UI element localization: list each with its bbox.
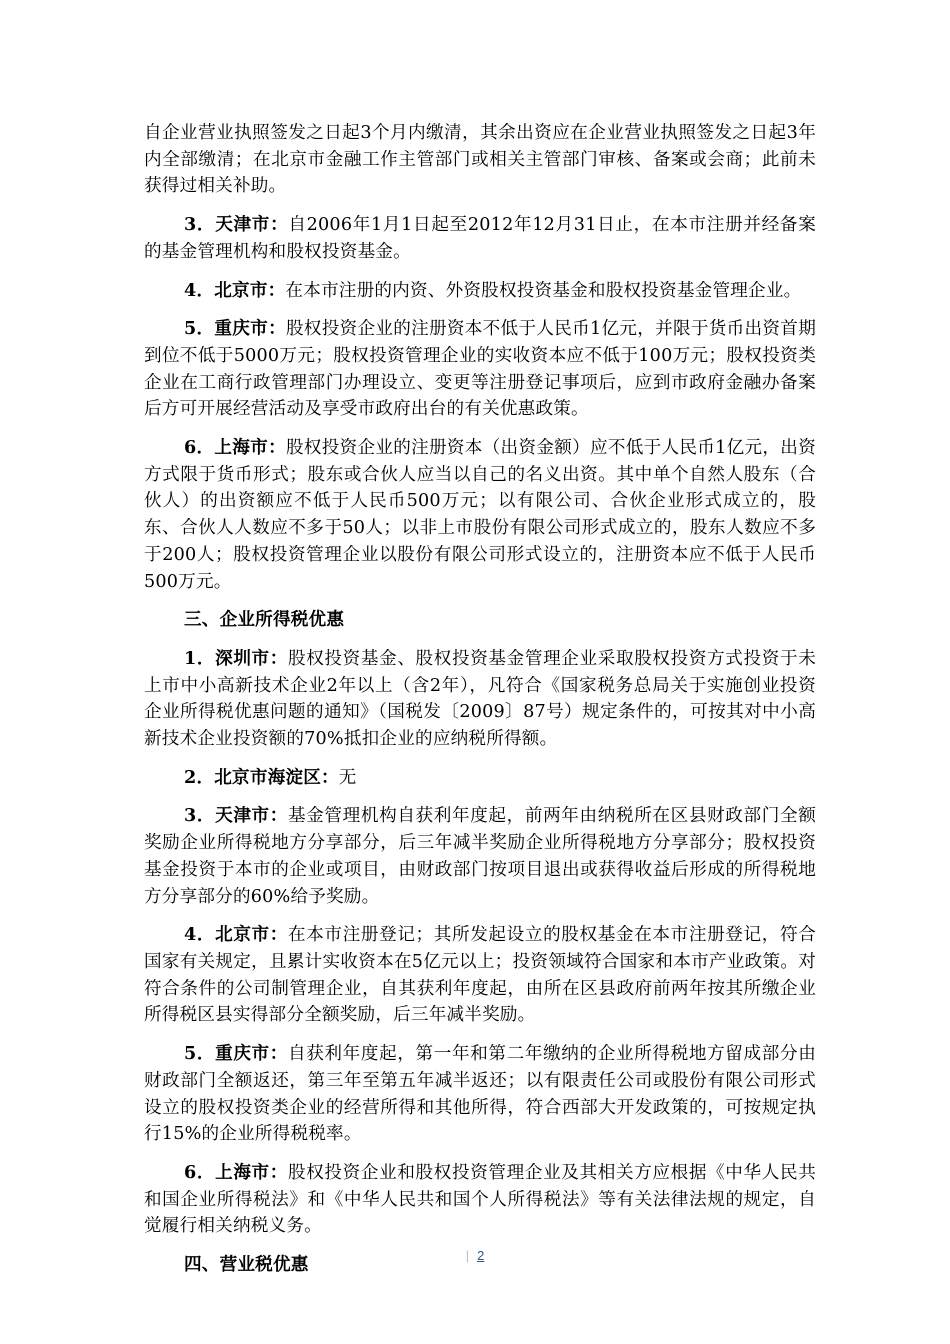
paragraph-lead: 4．北京市： [184,279,286,301]
page-footer [0,1248,950,1263]
paragraph-text: 股权投资企业和股权投资管理企业及其相关方应根据《中华人民共和国企业所得税法》和《中华人民共和国个人所得税法》等有关法律法规的规定，自觉履行相关纳税义务。 [144,1162,816,1237]
paragraph-lead: 3．天津市： [184,805,288,827]
paragraph-chongqing-income-tax [144,1041,816,1148]
paragraph-haidian-income-tax [144,765,816,792]
paragraph-lead: 6．上海市： [184,437,286,459]
paragraph-shanghai-income-tax [144,1160,816,1240]
paragraph-tianjin-income-tax [144,803,816,910]
paragraph-text: 自2006年1月1日起至2012年12月31日止，在本市注册并经备案的基金管理机构和股权投资基金。 [144,215,816,262]
paragraph-tianjin-qualification [144,212,816,265]
paragraph-lead: 3．天津市： [184,214,289,236]
paragraph-lead: 1．深圳市： [184,647,288,669]
section-heading-business-tax: 四、营业税优惠 [184,1254,309,1276]
paragraph-text: 无 [338,767,357,788]
paragraph-lead: 4．北京市： [184,924,288,946]
paragraph-text: 在本市注册的内资、外资股权投资基金和股权投资基金管理企业。 [285,280,802,301]
paragraph-text: 基金管理机构自获利年度起，前两年由纳税所在区县财政部门全额奖励企业所得税地方分享部分，后三年减半奖励企业所得税地方分享部分；股权投资基金投资于本市的企业或项目，由财政部门按项目退出或获得收益后形成的所得税地方分享部分的60%给予奖励。 [144,806,816,907]
paragraph-lead: 5．重庆市： [184,1043,288,1065]
paragraph-continuation [144,120,816,200]
paragraph-lead: 5．重庆市： [184,318,286,340]
paragraph-text: 自获利年度起，第一年和第二年缴纳的企业所得税地方留成部分由财政部门全额返还，第三年至第五年减半返还；以有限责任公司或股份有限公司形式设立的股权投资类企业的经营所得和其他所得，符合西部大开发政策的，可按规定执行15%的企业所得税税率。 [144,1044,816,1145]
paragraph-text: 股权投资基金、股权投资基金管理企业采取股权投资方式投资于未上市中小高新技术企业2年以上（含2年），凡符合《国家税务总局关于实施创业投资企业所得税优惠问题的通知》（国税发〔2009〕87号）规定条件的，可按其对中小高新技术企业投资额的70%抵扣企业的应纳税所得额。 [144,648,816,750]
page-number: 2 [477,1248,485,1263]
paragraph-chongqing-qualification [144,316,816,423]
section-heading-income-tax: 三、企业所得税优惠 [184,609,345,631]
paragraph-lead: 2．北京市海淀区： [184,766,339,788]
paragraph-text: 股权投资企业的注册资本不低于人民币1亿元，并限于货币出资首期到位不低于5000万元；股权投资管理企业的实收资本应不低于100万元；股权投资类企业在工商行政管理部门办理设立、变更等注册登记事项后，应到市政府金融办备案后方可开展经营活动及享受市政府出台的有关优惠政策。 [144,319,816,420]
paragraph-text: 在本市注册登记；其所发起设立的股权基金在本市注册登记，符合国家有关规定，且累计实收资本在5亿元以上；投资领域符合国家和本市产业政策。对符合条件的公司制管理企业，自其获利年度起，由所在区县政府前两年按其所缴企业所得税区县实得部分全额奖励，后三年减半奖励。 [144,925,816,1026]
paragraph-text: 自企业营业执照签发之日起3个月内缴清，其余出资应在企业营业执照签发之日起3年内全部缴清；在北京市金融工作主管部门或相关主管部门审核、备案或会商；此前未获得过相关补助。 [144,123,816,197]
footer-separator: | [465,1248,470,1263]
paragraph-beijing-qualification [144,278,816,305]
paragraph-text: 股权投资企业的注册资本（出资金额）应不低于人民币1亿元，出资方式限于货币形式；股东或合伙人应当以自己的名义出资。其中单个自然人股东（合伙人）的出资额应不低于人民币500万元；以有限公司、合伙企业形式成立的，股东、合伙人人数应不多于50人；以非上市股份有限公司形式成立的，股东人数应不多于200人；股权投资管理企业以股份有限公司形式设立的，注册资本应不低于人民币500万元。 [144,438,816,592]
paragraph-shenzhen-income-tax [144,646,816,753]
document-page [144,120,816,1291]
paragraph-beijing-income-tax [144,922,816,1029]
paragraph-shanghai-qualification [144,435,816,595]
paragraph-lead: 6．上海市： [184,1161,288,1183]
